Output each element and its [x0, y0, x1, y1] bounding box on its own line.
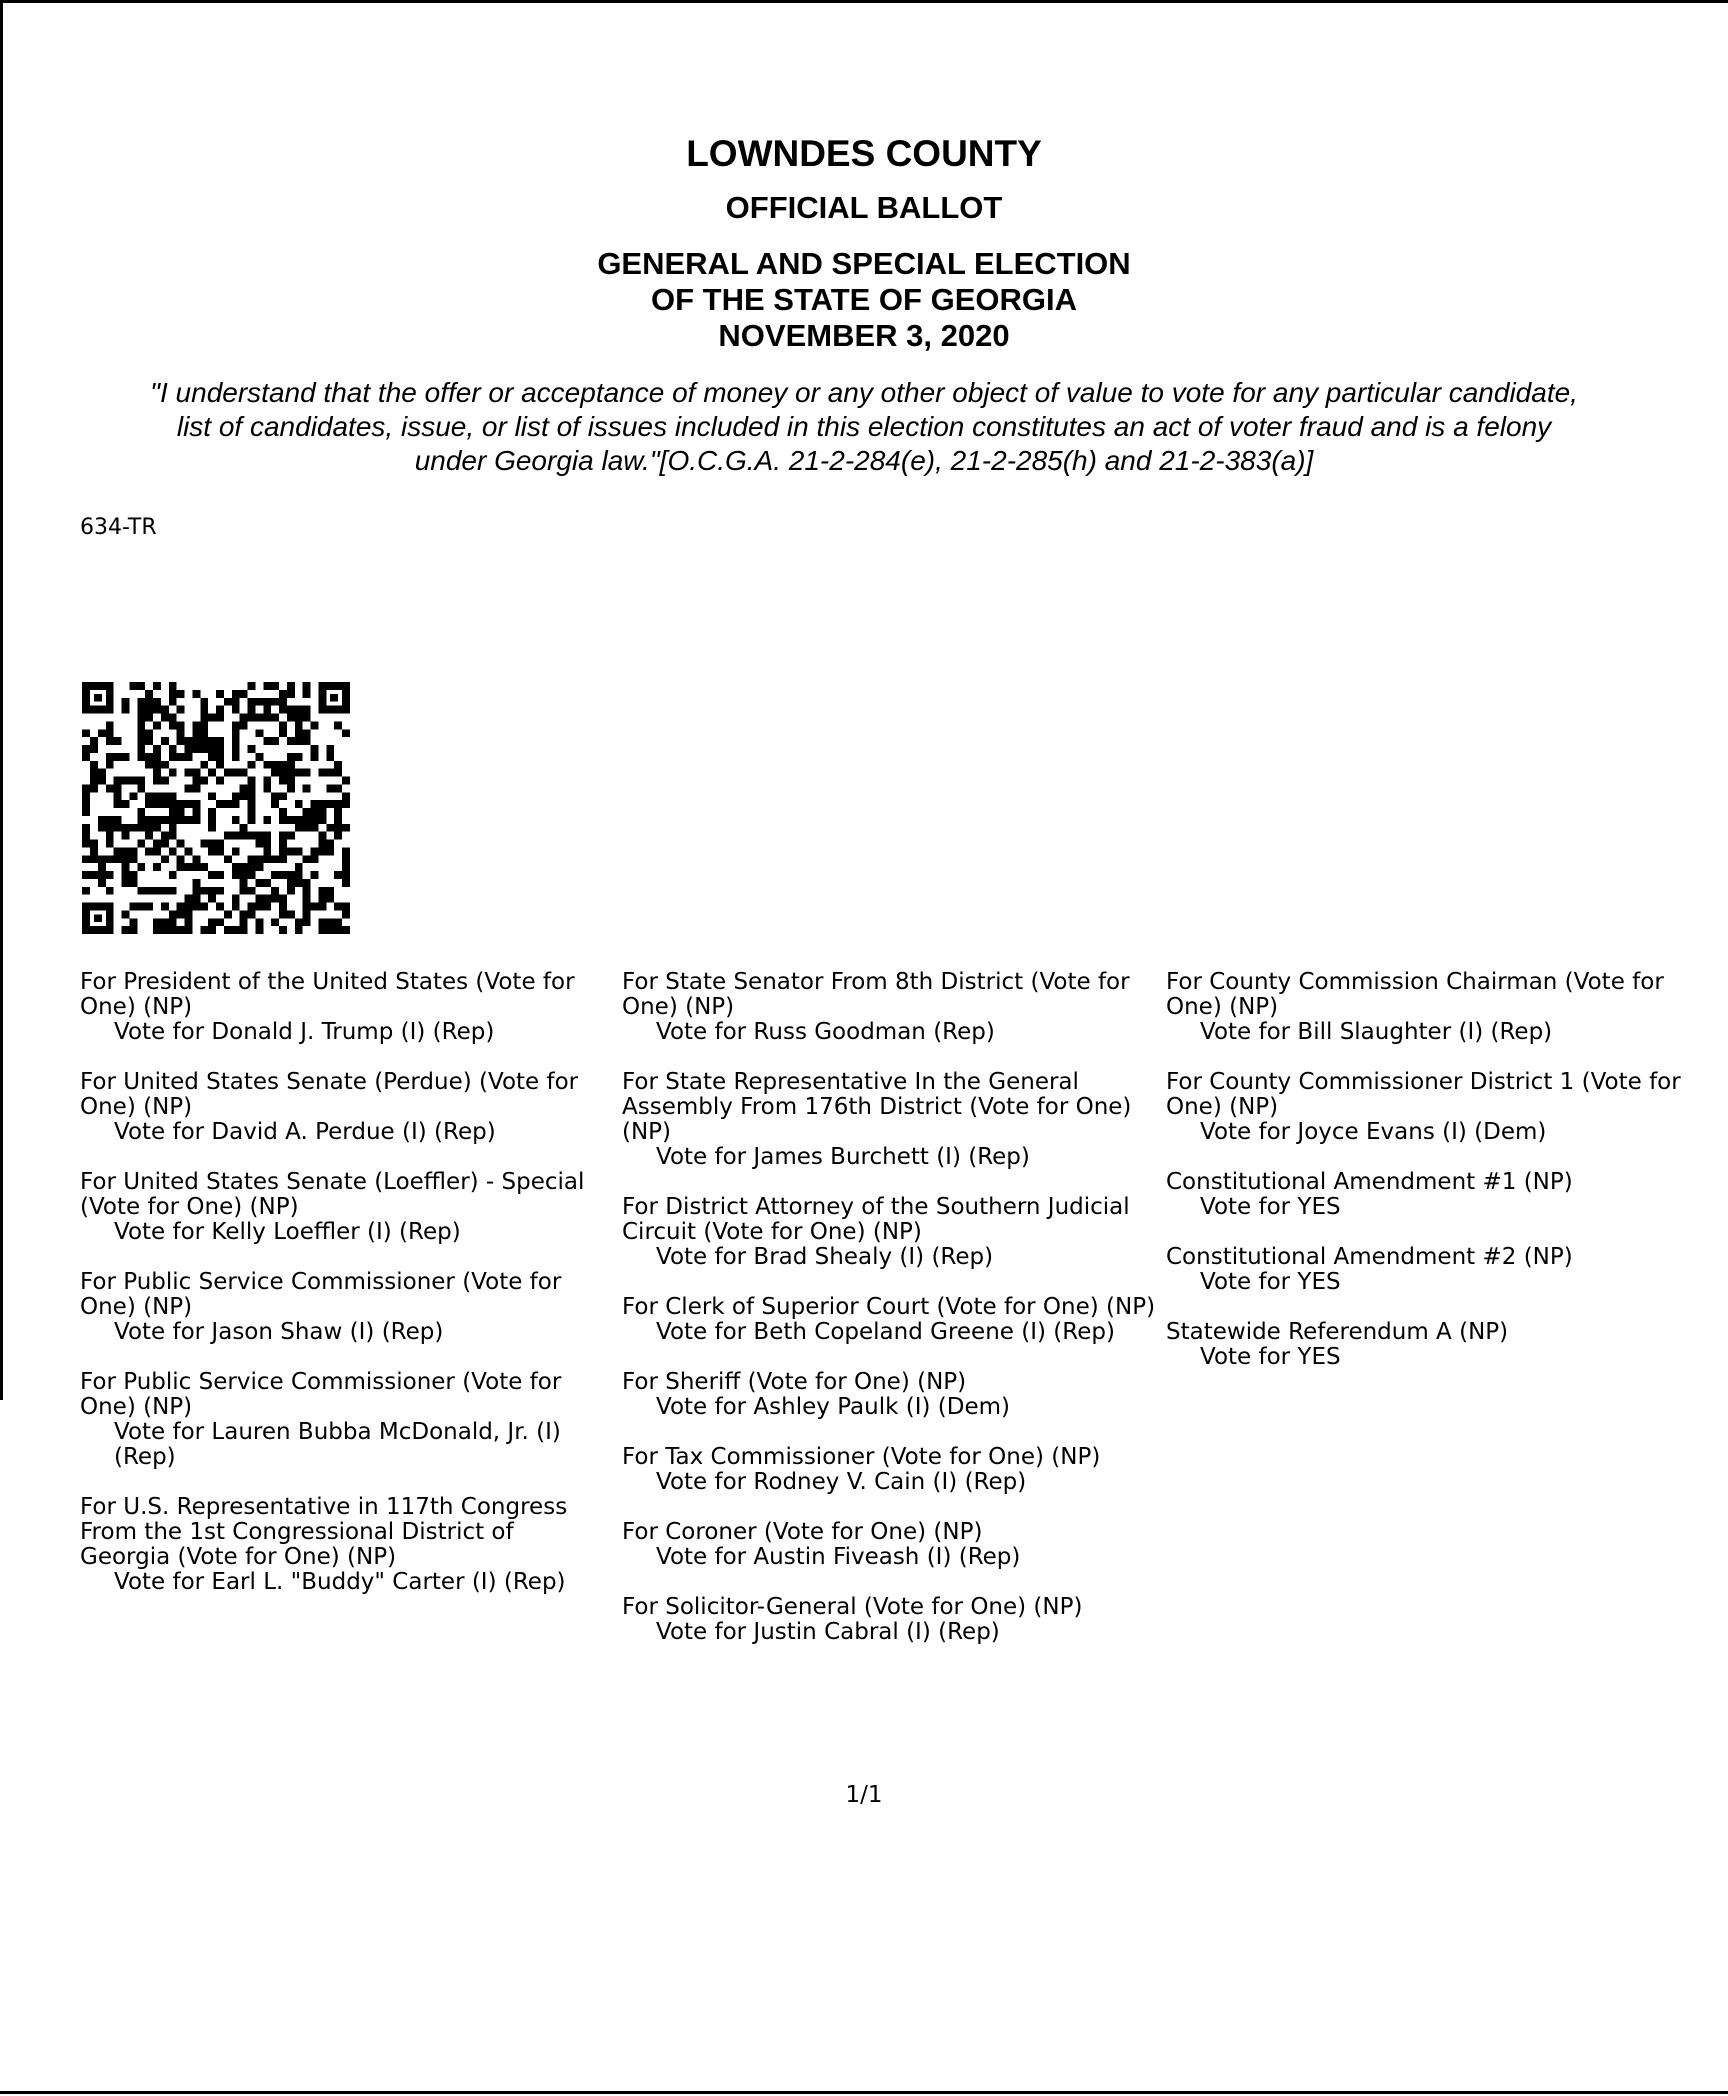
contest-title: Constitutional Amendment #1 (NP): [1166, 1169, 1573, 1195]
contest-column-3: [1166, 970, 1696, 1395]
contest-selection: Vote for YES: [1200, 1194, 1341, 1220]
ballot-type: OFFICIAL BALLOT: [725, 190, 1003, 225]
contest-title: For State Representative In the General Assembly From 176th District (Vote for One) (NP): [622, 1069, 1132, 1145]
contest: [1166, 1245, 1696, 1295]
contest: [80, 1170, 610, 1245]
contest-selection: Vote for David A. Perdue (I) (Rep): [114, 1119, 496, 1145]
top-border: [0, 0, 1728, 3]
contest-selection: Vote for Bill Slaughter (I) (Rep): [1200, 1019, 1553, 1045]
contest-selection: Vote for Donald J. Trump (I) (Rep): [114, 1019, 495, 1045]
contest-selection: Vote for Rodney V. Cain (I) (Rep): [656, 1469, 1027, 1495]
contest-selection: Vote for Lauren Bubba McDonald, Jr. (I) (Rep): [114, 1419, 561, 1470]
contest-title: For Solicitor-General (Vote for One) (NP): [622, 1594, 1083, 1620]
qr-code-icon: [80, 682, 352, 934]
oath-line-3: under Georgia law."[O.C.G.A. 21-2-284(e), 21-2-285(h) and 21-2-383(a)]: [414, 445, 1314, 476]
contest-title: For County Commissioner District 1 (Vote for One) (NP): [1166, 1069, 1681, 1120]
contest-title: For United States Senate (Perdue) (Vote for One) (NP): [80, 1069, 579, 1120]
contest: [1166, 1070, 1696, 1145]
contest: [80, 970, 610, 1045]
contest-selection: Vote for YES: [1200, 1344, 1341, 1370]
contest-title: For Coroner (Vote for One) (NP): [622, 1519, 983, 1545]
contest-title: For Tax Commissioner (Vote for One) (NP): [622, 1444, 1101, 1470]
contest-selection: Vote for Brad Shealy (I) (Rep): [656, 1244, 994, 1270]
contest-title: For President of the United States (Vote for One) (NP): [80, 969, 575, 1020]
contest-selection: Vote for Beth Copeland Greene (I) (Rep): [656, 1319, 1115, 1345]
contest-selection: Vote for Russ Goodman (Rep): [656, 1019, 995, 1045]
contest: [622, 1595, 1157, 1645]
contest-selection: Vote for Ashley Paulk (I) (Dem): [656, 1394, 1010, 1420]
county-title: LOWNDES COUNTY: [686, 133, 1042, 174]
contest: [622, 1295, 1157, 1345]
contest-selection: Vote for James Burchett (I) (Rep): [656, 1144, 1030, 1170]
contest-title: For Clerk of Superior Court (Vote for One) (NP): [622, 1294, 1156, 1320]
contest-title: Statewide Referendum A (NP): [1166, 1319, 1509, 1345]
contest-title: For County Commission Chairman (Vote for One) (NP): [1166, 969, 1664, 1020]
contest-title: For State Senator From 8th District (Vote for One) (NP): [622, 969, 1130, 1020]
election-line-1: GENERAL AND SPECIAL ELECTION: [597, 246, 1131, 281]
ballot-style-code: 634-TR: [80, 515, 157, 540]
contest-title: For United States Senate (Loeffler) - Special (Vote for One) (NP): [80, 1169, 585, 1220]
contest-title: For Public Service Commissioner (Vote for One) (NP): [80, 1269, 562, 1320]
election-date: NOVEMBER 3, 2020: [718, 318, 1010, 353]
contest-title: Constitutional Amendment #2 (NP): [1166, 1244, 1573, 1270]
election-line-2: OF THE STATE OF GEORGIA: [651, 282, 1077, 317]
bottom-border: [0, 2091, 1728, 2094]
contest-title: For U.S. Representative in 117th Congress From the 1st Congressional District of Georgia (Vote for One) (NP): [80, 1494, 568, 1570]
contest-title: For District Attorney of the Southern Judicial Circuit (Vote for One) (NP): [622, 1194, 1130, 1245]
contest-selection: Vote for Joyce Evans (I) (Dem): [1200, 1119, 1547, 1145]
contest-title: For Sheriff (Vote for One) (NP): [622, 1369, 967, 1395]
contest: [622, 1445, 1157, 1495]
contest: [622, 970, 1157, 1045]
contest: [1166, 1320, 1696, 1370]
oath-line-2: list of candidates, issue, or list of issues included in this election constitutes an act of voter fraud and is a felony: [176, 411, 1552, 442]
contest-column-1: [80, 970, 610, 1620]
contest: [622, 1520, 1157, 1570]
voter-fraud-oath: [60, 376, 1668, 478]
page-number: 1/1: [845, 1782, 883, 1808]
contest-selection: Vote for YES: [1200, 1269, 1341, 1295]
contest-selection: Vote for Kelly Loeffler (I) (Rep): [114, 1219, 461, 1245]
contest: [1166, 970, 1696, 1045]
contest-selection: Vote for Jason Shaw (I) (Rep): [114, 1319, 444, 1345]
contest: [80, 1495, 610, 1595]
election-title: [0, 246, 1728, 354]
ballot-header: [0, 130, 1728, 354]
contest: [622, 1195, 1157, 1270]
contest: [80, 1370, 610, 1470]
contest-selection: Vote for Justin Cabral (I) (Rep): [656, 1619, 1000, 1645]
contest: [622, 1370, 1157, 1420]
contest: [622, 1070, 1157, 1170]
contest-selection: Vote for Earl L. "Buddy" Carter (I) (Rep): [114, 1569, 566, 1595]
contest: [1166, 1170, 1696, 1220]
contest-title: For Public Service Commissioner (Vote for One) (NP): [80, 1369, 562, 1420]
contest: [80, 1070, 610, 1145]
oath-line-1: "I understand that the offer or acceptance of money or any other object of value to vote for any particular candidate,: [150, 377, 1578, 408]
contest: [80, 1270, 610, 1345]
contest-selection: Vote for Austin Fiveash (I) (Rep): [656, 1544, 1021, 1570]
contest-column-2: [622, 970, 1157, 1670]
